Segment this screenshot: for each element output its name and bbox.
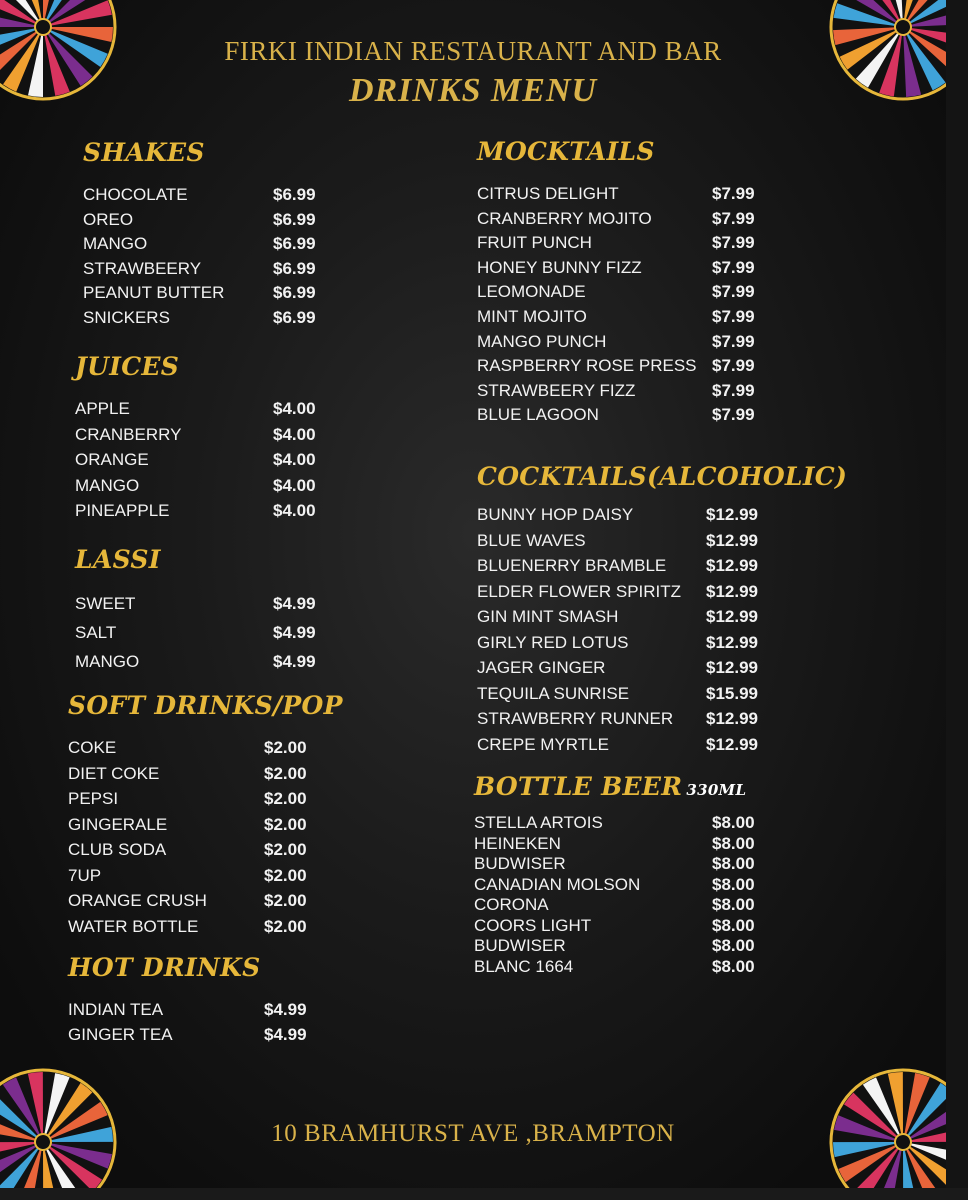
item-name: BLANC 1664	[474, 956, 574, 976]
item-price: $12.99	[706, 709, 758, 728]
menu-item	[83, 185, 316, 210]
menu-item	[477, 208, 755, 234]
item-name: CRANBERRY MOJITO	[477, 208, 652, 228]
section-juices	[75, 352, 316, 527]
item-price: $2.00	[264, 763, 307, 783]
item-price: $2.00	[264, 789, 307, 808]
menu-item	[474, 874, 755, 896]
item-name: JAGER GINGER	[477, 658, 606, 677]
section-shakes	[83, 138, 316, 333]
menu-item	[75, 475, 316, 502]
item-name: BLUE LAGOON	[477, 405, 599, 425]
item-price: $2.00	[264, 814, 307, 834]
section-title: SOFT DRINKS/POP	[68, 691, 343, 720]
menu-item	[477, 607, 847, 633]
bottom-edge	[0, 1188, 968, 1200]
menu-item	[68, 866, 343, 892]
restaurant-name: FIRKI INDIAN RESTAURANT AND BAR	[224, 36, 722, 66]
menu-item	[75, 450, 316, 476]
item-price: $7.99	[712, 233, 755, 253]
item-name: RASPBERRY ROSE PRESS	[477, 356, 697, 376]
item-price: $12.99	[706, 658, 758, 677]
menu-item	[75, 501, 316, 527]
item-name: LEOMONADE	[477, 282, 586, 302]
menu-item	[477, 356, 755, 381]
item-price: $4.99	[264, 1000, 307, 1019]
item-name: CLUB SODA	[68, 840, 167, 859]
item-name: SWEET	[75, 594, 136, 613]
item-price: $6.99	[273, 209, 316, 229]
item-name: GINGER TEA	[68, 1024, 173, 1044]
item-name: MANGO	[75, 475, 140, 495]
item-price: $6.99	[273, 307, 316, 327]
item-price: $2.00	[264, 891, 307, 910]
menu-item	[83, 307, 316, 333]
menu-item	[68, 840, 343, 866]
item-price: $12.99	[706, 556, 758, 575]
item-price: $7.99	[712, 257, 755, 277]
item-name: CHOCOLATE	[83, 185, 188, 204]
menu-item	[477, 556, 847, 582]
item-price: $4.99	[264, 1024, 307, 1044]
item-name: BLUE WAVES	[477, 530, 586, 550]
section-title: COCKTAILS(ALCOHOLIC)	[477, 462, 848, 491]
menu-item	[477, 633, 847, 659]
menu-item	[68, 1024, 307, 1050]
item-name: PEPSI	[68, 789, 119, 808]
right-edge	[946, 0, 968, 1200]
item-price: $7.99	[712, 331, 755, 351]
item-price: $4.99	[273, 652, 316, 671]
menu-item	[68, 738, 343, 764]
section-title: MOCKTAILS	[477, 137, 655, 166]
item-price: $7.99	[712, 306, 755, 326]
item-name: DIET COKE	[68, 763, 160, 783]
menu-item	[68, 917, 343, 943]
menu-item	[75, 652, 316, 681]
item-price: $8.00	[712, 936, 755, 955]
item-price: $6.99	[273, 234, 316, 254]
item-name: ELDER FLOWER SPIRITZ	[477, 581, 682, 601]
section-bottle-beer	[474, 772, 755, 977]
item-price: $2.00	[264, 865, 307, 885]
item-name: GIRLY RED LOTUS	[477, 632, 629, 652]
item-name: BUDWISER	[474, 936, 566, 955]
menu-item	[68, 891, 343, 917]
menu-item	[477, 684, 847, 710]
section-mocktails	[477, 137, 755, 430]
menu-item	[474, 895, 755, 916]
menu-item	[75, 424, 316, 451]
item-name: MINT MOJITO	[477, 306, 587, 326]
item-name: STELLA ARTOIS	[474, 813, 603, 832]
menu-item	[75, 623, 316, 652]
item-price: $2.00	[264, 738, 307, 757]
item-name: MANGO PUNCH	[477, 331, 607, 351]
item-name: ORANGE	[75, 450, 149, 469]
item-price: $7.99	[712, 380, 755, 400]
item-price: $4.00	[273, 501, 316, 520]
item-price: $7.99	[712, 184, 755, 203]
menu-item	[474, 956, 755, 978]
item-name: STRAWBEERY FIZZ	[477, 380, 636, 400]
item-price: $4.99	[273, 594, 316, 613]
item-name: GIN MINT SMASH	[477, 607, 619, 626]
menu-item	[477, 658, 847, 684]
menu-item	[477, 531, 847, 557]
item-name: FRUIT PUNCH	[477, 233, 592, 253]
item-price: $8.00	[712, 956, 755, 976]
item-name: CITRUS DELIGHT	[477, 184, 619, 203]
menu-item	[68, 789, 343, 815]
item-price: $8.00	[712, 833, 755, 853]
item-name: GINGERALE	[68, 814, 168, 834]
item-price: $2.00	[264, 916, 307, 936]
item-price: $12.99	[706, 581, 758, 601]
menu-item	[83, 234, 316, 259]
menu-item	[474, 813, 755, 834]
item-price: $12.99	[706, 734, 758, 754]
item-name: COKE	[68, 738, 117, 757]
item-price: $8.00	[712, 874, 755, 894]
menu-item	[477, 282, 755, 307]
section-title: BOTTLE BEER 330ML	[474, 772, 747, 801]
item-name: COORS LIGHT	[474, 915, 592, 935]
section-hot-drinks	[68, 953, 307, 1049]
menu-item	[477, 184, 755, 209]
item-name: INDIAN TEA	[68, 1000, 164, 1019]
pinwheel-decoration-icon	[799, 1038, 946, 1188]
item-name: SALT	[75, 623, 117, 642]
menu-item	[83, 283, 316, 308]
section-title: JUICES	[75, 352, 180, 381]
item-price: $7.99	[712, 208, 755, 228]
item-price: $12.99	[706, 505, 758, 524]
menu-item	[477, 233, 755, 258]
item-name: MANGO	[75, 652, 140, 671]
menu-item	[474, 854, 755, 875]
menu-item	[477, 380, 755, 406]
item-price: $2.00	[264, 840, 307, 859]
menu-title: DRINKS MENU	[348, 72, 598, 109]
item-name: APPLE	[75, 399, 130, 418]
item-price: $4.00	[273, 450, 316, 469]
item-price: $6.99	[273, 283, 316, 303]
menu-item	[477, 331, 755, 357]
section-title: SHAKES	[83, 138, 205, 167]
item-name: STRAWBEERY	[83, 258, 202, 278]
item-name: BLUENERRY BRAMBLE	[477, 556, 667, 575]
item-price: $8.00	[712, 895, 755, 914]
item-price: $4.99	[273, 623, 316, 642]
menu-item	[477, 735, 847, 761]
item-name: WATER BOTTLE	[68, 916, 199, 936]
item-name: TEQUILA SUNRISE	[477, 683, 630, 703]
menu-item	[75, 594, 316, 623]
menu-item	[68, 1000, 307, 1025]
section-soft-drinks	[68, 691, 343, 942]
item-name: ORANGE CRUSH	[68, 891, 207, 910]
section-cocktails	[477, 462, 847, 760]
menu-item	[75, 399, 316, 425]
menu-item	[477, 257, 755, 283]
address: 10 BRAMHURST AVE ,BRAMPTON	[271, 1120, 675, 1147]
item-price: $6.99	[273, 185, 316, 204]
item-name: SNICKERS	[83, 307, 170, 327]
item-price: $4.00	[273, 399, 316, 418]
menu-item	[68, 764, 343, 790]
item-price: $6.99	[273, 258, 316, 278]
item-name: CORONA	[474, 895, 549, 914]
item-name: CRANBERRY	[75, 424, 182, 444]
item-price: $8.00	[712, 813, 755, 832]
menu-item	[474, 915, 755, 937]
section-title: LASSI	[75, 545, 161, 574]
item-name: BUDWISER	[474, 854, 566, 873]
menu-item	[474, 936, 755, 957]
item-price: $15.99	[706, 683, 758, 703]
item-price: $4.00	[273, 424, 316, 444]
menu-item	[477, 306, 755, 332]
item-price: $4.00	[273, 475, 316, 495]
bottle-size-note: 330ML	[686, 781, 747, 799]
item-name: HEINEKEN	[474, 833, 561, 853]
item-name: 7UP	[68, 865, 102, 885]
item-price: $7.99	[712, 356, 755, 376]
item-name: HONEY BUNNY FIZZ	[477, 257, 642, 277]
item-price: $8.00	[712, 915, 755, 935]
item-price: $7.99	[712, 282, 755, 302]
item-price: $8.00	[712, 854, 755, 873]
item-name: STRAWBERRY RUNNER	[477, 709, 674, 728]
item-name: MANGO	[83, 234, 148, 254]
item-name: CANADIAN MOLSON	[474, 874, 641, 894]
item-name: BUNNY HOP DAISY	[477, 505, 634, 524]
item-name: CREPE MYRTLE	[477, 734, 609, 754]
item-price: $12.99	[706, 607, 758, 626]
menu-item	[477, 505, 847, 531]
menu-item	[477, 709, 847, 735]
section-lassi	[75, 545, 316, 681]
menu-item	[477, 582, 847, 608]
item-price: $12.99	[706, 632, 758, 652]
item-name: OREO	[83, 209, 134, 229]
item-price: $7.99	[712, 405, 755, 425]
menu-item	[474, 833, 755, 855]
item-name: PINEAPPLE	[75, 501, 170, 520]
item-name: PEANUT BUTTER	[83, 283, 225, 303]
menu-item	[68, 815, 343, 841]
section-title: HOT DRINKS	[68, 953, 261, 982]
menu-item	[83, 209, 316, 235]
item-price: $12.99	[706, 530, 758, 550]
menu-item	[477, 405, 755, 430]
menu-item	[83, 258, 316, 284]
